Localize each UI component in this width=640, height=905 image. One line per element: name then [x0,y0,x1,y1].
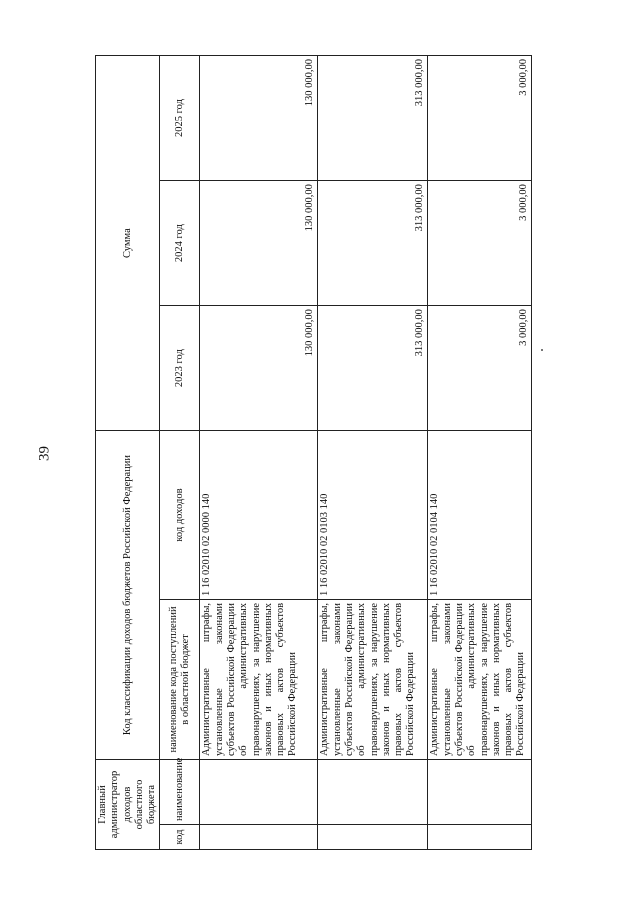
header-col-income-name: наименование кода поступлений в областной бюджет [160,599,200,759]
cell-income-name-line: правовых актов субъектов [503,602,515,756]
rotated-table-wrapper [95,55,530,850]
cell-admin-name [318,759,428,824]
header-col-2025: 2025 год [160,56,200,181]
cell-amount-2023: 3 000,00 [428,306,532,431]
cell-admin-code [428,825,532,850]
header-col-name: наименование [160,759,200,824]
budget-revenue-table [95,55,532,850]
cell-income-name-line: правонарушениях, за нарушение [478,602,490,756]
cell-amount-2025: 130 000,00 [200,56,318,181]
cell-income-name-line: административных [356,602,368,689]
cell-income-code: 1 16 02010 02 0104 140 [428,431,532,600]
header-col-income-code: код доходов [160,431,200,600]
page-number: 39 [36,446,53,461]
header-classification-group: Код классификации доходов бюджетов Российской Федерации [96,431,160,760]
table-row [200,56,318,850]
cell-admin-code [200,825,318,850]
cell-amount-2023: 313 000,00 [318,306,428,431]
cell-income-name-line: Российской Федерации об [453,602,478,756]
cell-income-name-line: установленные законами субъектов [331,602,355,756]
cell-admin-name [200,759,318,824]
cell-income-name-line: административных [466,602,478,689]
cell-income-name-line: установленные законами субъектов [441,602,465,756]
cell-admin-name [428,759,532,824]
cell-income-name-line: законов и иных нормативных [380,602,392,756]
cell-income-name-line: законов и иных нормативных [490,602,502,756]
table-row [318,56,428,850]
cell-income-name-line: Российской Федерации [287,652,299,756]
cell-income-name [200,599,318,759]
cell-income-code: 1 16 02010 02 0103 140 [318,431,428,600]
cell-income-code: 1 16 02010 02 0000 140 [200,431,318,600]
cell-amount-2024: 313 000,00 [318,181,428,306]
cell-income-name [428,599,532,759]
cell-income-name-line: правонарушениях, за нарушение [368,602,380,756]
cell-amount-2025: 3 000,00 [428,56,532,181]
cell-income-name-line: правонарушениях, за нарушение [250,602,262,756]
cell-income-name-line: Российской Федерации [405,652,417,756]
cell-amount-2025: 313 000,00 [318,56,428,181]
cell-amount-2024: 130 000,00 [200,181,318,306]
cell-income-name-line: законов и иных нормативных [262,602,274,756]
header-col-code: код [160,825,200,850]
table-row [428,56,532,850]
cell-income-name [318,599,428,759]
cell-income-name-line: Административные штрафы, [319,602,331,756]
header-sum-group: Сумма [96,56,160,431]
scan-speck [541,349,543,351]
header-col-2023: 2023 год [160,306,200,431]
cell-income-name-line: Российской Федерации [515,652,527,756]
cell-income-name-line: Административные штрафы, [429,602,441,756]
cell-income-name-line: правовых актов субъектов [275,602,287,756]
cell-income-name-line: административных [238,602,250,689]
cell-amount-2024: 3 000,00 [428,181,532,306]
cell-income-name-line: Административные штрафы, [201,602,213,756]
cell-income-name-line: правовых актов субъектов [393,602,405,756]
header-col-2024: 2024 год [160,181,200,306]
cell-income-name-line: Российской Федерации об [343,602,368,756]
table-body [200,56,532,850]
cell-income-name-line: Российской Федерации об [225,602,250,756]
cell-amount-2023: 130 000,00 [200,306,318,431]
cell-income-name-line: установленные законами субъектов [213,602,237,756]
cell-admin-code [318,825,428,850]
header-admin-group: Главный администратор доходов областного бюджета [96,759,160,849]
table-header [96,56,200,850]
